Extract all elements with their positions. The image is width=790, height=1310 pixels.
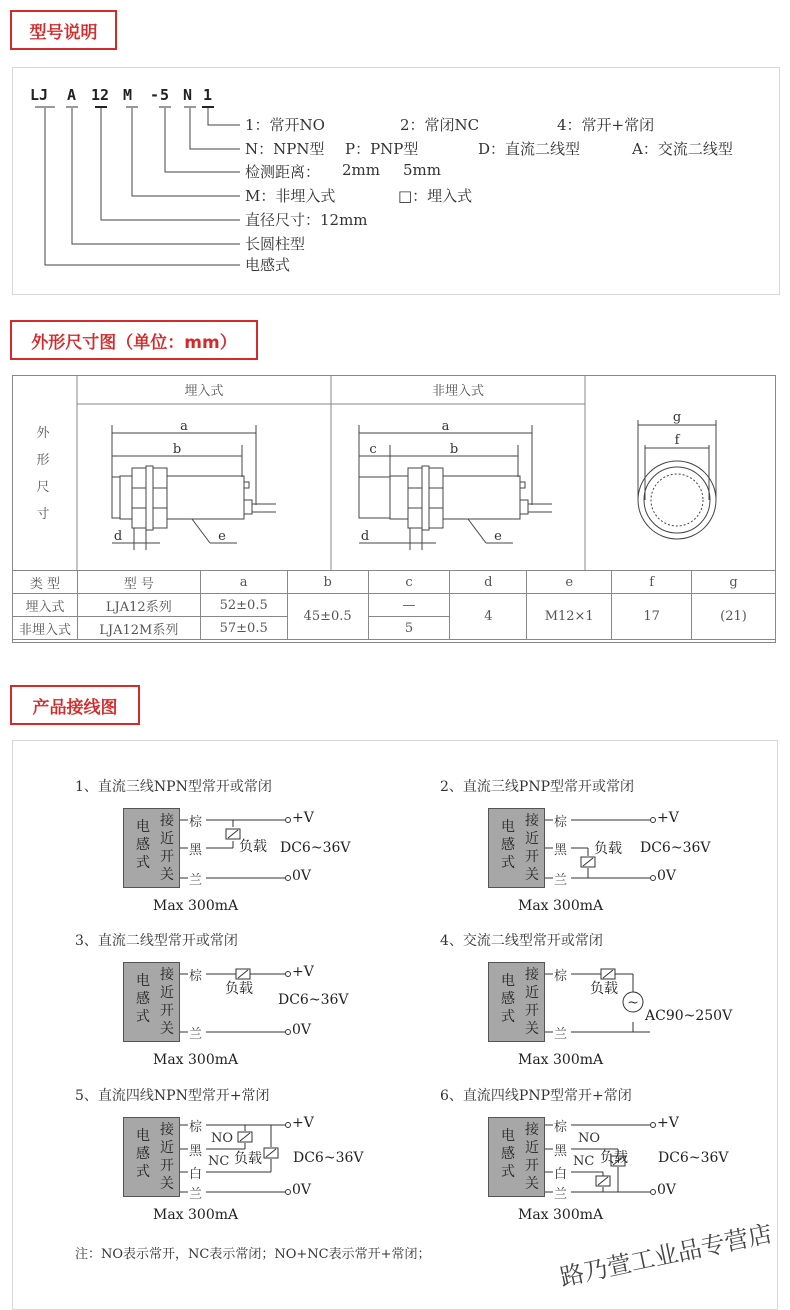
side-label: 形 <box>36 453 50 468</box>
model-code-part: M <box>123 86 133 104</box>
voltage-label: DC6~36V <box>280 840 351 856</box>
terminal-icon <box>286 1030 291 1035</box>
voltage-label: DC6~36V <box>293 1150 364 1166</box>
sensor-box-text: 接 <box>160 813 174 829</box>
dim-label-b: b <box>172 442 182 457</box>
terminal-icon <box>651 1123 656 1128</box>
dim-label-e: e <box>218 529 226 544</box>
load-label: 负载 <box>239 839 267 855</box>
cell: LJA12M系列 <box>77 617 200 640</box>
wiring-diagram-title: 6、直流四线PNP型常开+常闭 <box>440 1088 632 1104</box>
sensor-box-text: 近 <box>160 831 174 847</box>
header-cell: d <box>450 571 527 594</box>
wire-label-white: 白 <box>554 1167 568 1182</box>
zero-v-label: 0V <box>292 1182 312 1198</box>
nc-label: NC <box>208 1154 230 1169</box>
model-code-desc: 1：常开NO <box>245 116 325 134</box>
wire-label-blue: 兰 <box>554 873 568 888</box>
sensor-box-text: 电 <box>136 819 150 835</box>
sensor-box-text: 感 <box>136 837 150 853</box>
header-cell: g <box>692 571 776 594</box>
nonflush-sensor-drawing <box>359 419 552 550</box>
sensor-box-text: 接 <box>160 1122 174 1138</box>
sensor-box-text: 近 <box>525 1140 539 1156</box>
sensor-box-text: 式 <box>136 1009 150 1025</box>
terminal-icon <box>286 1190 291 1195</box>
sensor-box-text: 关 <box>160 867 174 883</box>
sensor-box-text: 式 <box>136 1164 150 1180</box>
model-code-desc: A：交流二线型 <box>632 140 733 158</box>
max-current-label: Max 300mA <box>518 898 604 914</box>
header-cell: a <box>200 571 287 594</box>
wire-label-blue: 兰 <box>554 1187 568 1202</box>
load-label: 负载 <box>590 981 618 997</box>
terminal-icon <box>651 1190 656 1195</box>
sensor-box-text: 接 <box>525 813 539 829</box>
sensor-box-text: 开 <box>525 849 539 865</box>
model-code-part: 5 <box>160 86 170 104</box>
terminal-icon <box>286 1123 291 1128</box>
model-code-desc: 2mm <box>342 161 380 179</box>
dim-label-e: e <box>494 529 502 544</box>
no-label: NO <box>211 1131 234 1146</box>
dim-label-f: f <box>674 433 680 448</box>
model-code-part: 12 <box>91 86 110 104</box>
plus-v-label: +V <box>657 810 679 826</box>
terminal-icon <box>651 818 656 823</box>
plus-v-label: +V <box>292 964 314 980</box>
sensor-box-text: 接 <box>525 1122 539 1138</box>
max-current-label: Max 300mA <box>518 1052 604 1068</box>
header-cell: b <box>287 571 368 594</box>
sensor-box-text: 式 <box>136 855 150 871</box>
model-code-desc: □：埋入式 <box>398 187 473 205</box>
model-code-part: A <box>67 86 77 104</box>
nonflush-header: 非埋入式 <box>431 384 485 399</box>
wiring-diagram-title: 3、直流二线型常开或常闭 <box>75 933 238 949</box>
cell: 52±0.5 <box>200 594 287 617</box>
max-current-label: Max 300mA <box>518 1207 604 1223</box>
side-label: 外 <box>36 426 50 441</box>
model-code-part: LJ <box>30 86 49 104</box>
wiring-diagram-title: 4、交流二线型常开或常闭 <box>440 933 603 949</box>
model-code-desc: P：PNP型 <box>345 140 419 158</box>
plus-v-label: +V <box>292 1115 314 1131</box>
sensor-box-text: 式 <box>501 1009 515 1025</box>
zero-v-label: 0V <box>292 1022 312 1038</box>
terminal-icon <box>286 972 291 977</box>
watermark: 路乃萱工业品专营店 <box>557 1219 775 1292</box>
dim-label-b: b <box>449 442 459 457</box>
sensor-box-text: 开 <box>525 1003 539 1019</box>
wire-label-black: 黑 <box>554 1144 568 1159</box>
cell: 57±0.5 <box>200 617 287 640</box>
cell: M12×1 <box>527 594 612 640</box>
cell: 17 <box>612 594 692 640</box>
table-header-row <box>13 571 776 594</box>
cell: 埋入式 <box>13 594 78 617</box>
section-title-model: 型号说明 <box>10 10 117 50</box>
load-label: 负载 <box>225 981 253 997</box>
sensor-box-text: 式 <box>501 1164 515 1180</box>
model-code-desc: D：直流二线型 <box>478 140 581 158</box>
wire-label-brown: 棕 <box>554 815 568 830</box>
sensor-box-text: 关 <box>525 1021 539 1037</box>
wire-label-brown: 棕 <box>554 1120 568 1135</box>
voltage-label: DC6~36V <box>278 992 349 1008</box>
wire-label-blue: 兰 <box>189 1027 203 1042</box>
sensor-box-text: 近 <box>525 985 539 1001</box>
model-code-desc: 长圆柱型 <box>245 235 306 253</box>
spec-table <box>12 570 776 640</box>
sensor-box-text: 开 <box>525 1158 539 1174</box>
cell: 非埋入式 <box>13 617 78 640</box>
cell: (21) <box>692 594 776 640</box>
table-row <box>13 594 776 617</box>
model-code-desc: 2：常闭NC <box>400 116 480 134</box>
wiring-lines <box>488 952 728 1062</box>
wiring-note: 注：NO表示常开，NC表示常闭；NO+NC表示常开+常闭； <box>75 1247 431 1262</box>
wire-label-black: 黑 <box>554 843 568 858</box>
sensor-box-text: 电 <box>501 819 515 835</box>
cell: 45±0.5 <box>287 594 368 640</box>
header-cell: 类 型 <box>13 571 78 594</box>
section-title-dimensions: 外形尺寸图（单位：mm） <box>10 320 258 360</box>
model-code-desc: 4：常开+常闭 <box>557 116 655 134</box>
wire-label-blue: 兰 <box>554 1027 568 1042</box>
terminal-icon <box>286 818 291 823</box>
sensor-box-text: 开 <box>160 849 174 865</box>
wire-label-brown: 棕 <box>189 969 203 984</box>
max-current-label: Max 300mA <box>153 1052 239 1068</box>
dim-label-d: d <box>360 529 370 544</box>
sensor-box-text: 关 <box>160 1176 174 1192</box>
sensor-box-text: 感 <box>501 837 515 853</box>
sensor-box-text: 感 <box>136 991 150 1007</box>
cell: — <box>368 594 450 617</box>
sensor-box-text: 电 <box>501 973 515 989</box>
zero-v-label: 0V <box>657 1182 677 1198</box>
ac-wave-icon: ~ <box>627 995 639 1011</box>
side-label: 寸 <box>36 507 50 522</box>
zero-v-label: 0V <box>292 868 312 884</box>
flush-sensor-drawing <box>112 419 276 550</box>
sensor-box-text: 接 <box>525 967 539 983</box>
sensor-box-text: 开 <box>160 1003 174 1019</box>
dimension-drawing <box>0 0 790 645</box>
sensor-box-text: 感 <box>136 1146 150 1162</box>
wire-label-blue: 兰 <box>189 873 203 888</box>
cell: LJA12系列 <box>77 594 200 617</box>
sensor-box-text: 式 <box>501 855 515 871</box>
cell: 5 <box>368 617 450 640</box>
wire-label-blue: 兰 <box>189 1187 203 1202</box>
sensor-box-text: 电 <box>136 973 150 989</box>
model-code-desc: 直径尺寸：12mm <box>245 211 368 229</box>
sensor-box-text: 开 <box>160 1158 174 1174</box>
wire-label-white: 白 <box>189 1167 203 1182</box>
no-label: NO <box>578 1131 601 1146</box>
dim-label-g: g <box>672 410 682 425</box>
dim-label-d: d <box>113 529 123 544</box>
load-label: 负载 <box>600 1150 628 1166</box>
model-code-part: - <box>150 86 160 104</box>
wire-label-black: 黑 <box>189 843 203 858</box>
sensor-box-text: 感 <box>501 1146 515 1162</box>
nc-label: NC <box>573 1154 595 1169</box>
max-current-label: Max 300mA <box>153 898 239 914</box>
wire-label-brown: 棕 <box>189 815 203 830</box>
load-label: 负载 <box>594 841 622 857</box>
header-cell: e <box>527 571 612 594</box>
plus-v-label: +V <box>292 810 314 826</box>
zero-v-label: 0V <box>657 868 677 884</box>
model-code-desc: N：NPN型 <box>245 140 325 158</box>
model-code-desc: 电感式 <box>245 256 291 274</box>
cell: 4 <box>450 594 527 640</box>
max-current-label: Max 300mA <box>153 1207 239 1223</box>
dim-label-a: a <box>441 419 450 434</box>
wire-label-brown: 棕 <box>554 969 568 984</box>
sensor-box-text: 关 <box>525 867 539 883</box>
sensor-box-text: 关 <box>525 1176 539 1192</box>
sensor-box-text: 电 <box>501 1128 515 1144</box>
load-label: 负载 <box>234 1151 262 1167</box>
sensor-box-text: 电 <box>136 1128 150 1144</box>
model-code-desc: 5mm <box>403 161 441 179</box>
voltage-label: DC6~36V <box>640 840 711 856</box>
wiring-diagram-title: 1、直流三线NPN型常开或常闭 <box>75 779 272 795</box>
model-code-part: 1 <box>203 86 213 104</box>
sensor-box-text: 近 <box>525 831 539 847</box>
voltage-label: DC6~36V <box>658 1150 729 1166</box>
model-code-desc: 检测距离： <box>245 163 321 181</box>
flush-header: 埋入式 <box>184 384 224 399</box>
sensor-box-text: 近 <box>160 985 174 1001</box>
sensor-box-text: 感 <box>501 991 515 1007</box>
terminal-icon <box>651 876 656 881</box>
header-cell: 型 号 <box>77 571 200 594</box>
wiring-diagram-title: 5、直流四线NPN型常开+常闭 <box>75 1088 270 1104</box>
wiring-diagram-title: 2、直流三线PNP型常开或常闭 <box>440 779 634 795</box>
model-code-part: N <box>183 86 193 104</box>
dim-label-a: a <box>180 419 188 434</box>
wire-label-black: 黑 <box>189 1144 203 1159</box>
voltage-label: AC90~250V <box>645 1008 733 1024</box>
terminal-icon <box>286 876 291 881</box>
dim-label-c: c <box>369 442 377 457</box>
section-title-wiring: 产品接线图 <box>10 685 140 725</box>
sensor-box-text: 近 <box>160 1140 174 1156</box>
sensor-box-text: 关 <box>160 1021 174 1037</box>
header-cell: f <box>612 571 692 594</box>
wire-label-brown: 棕 <box>189 1120 203 1135</box>
plus-v-label: +V <box>657 1115 679 1131</box>
side-label: 尺 <box>36 480 50 495</box>
model-code-desc: M：非埋入式 <box>245 187 336 205</box>
sensor-box-text: 接 <box>160 967 174 983</box>
header-cell: c <box>368 571 450 594</box>
